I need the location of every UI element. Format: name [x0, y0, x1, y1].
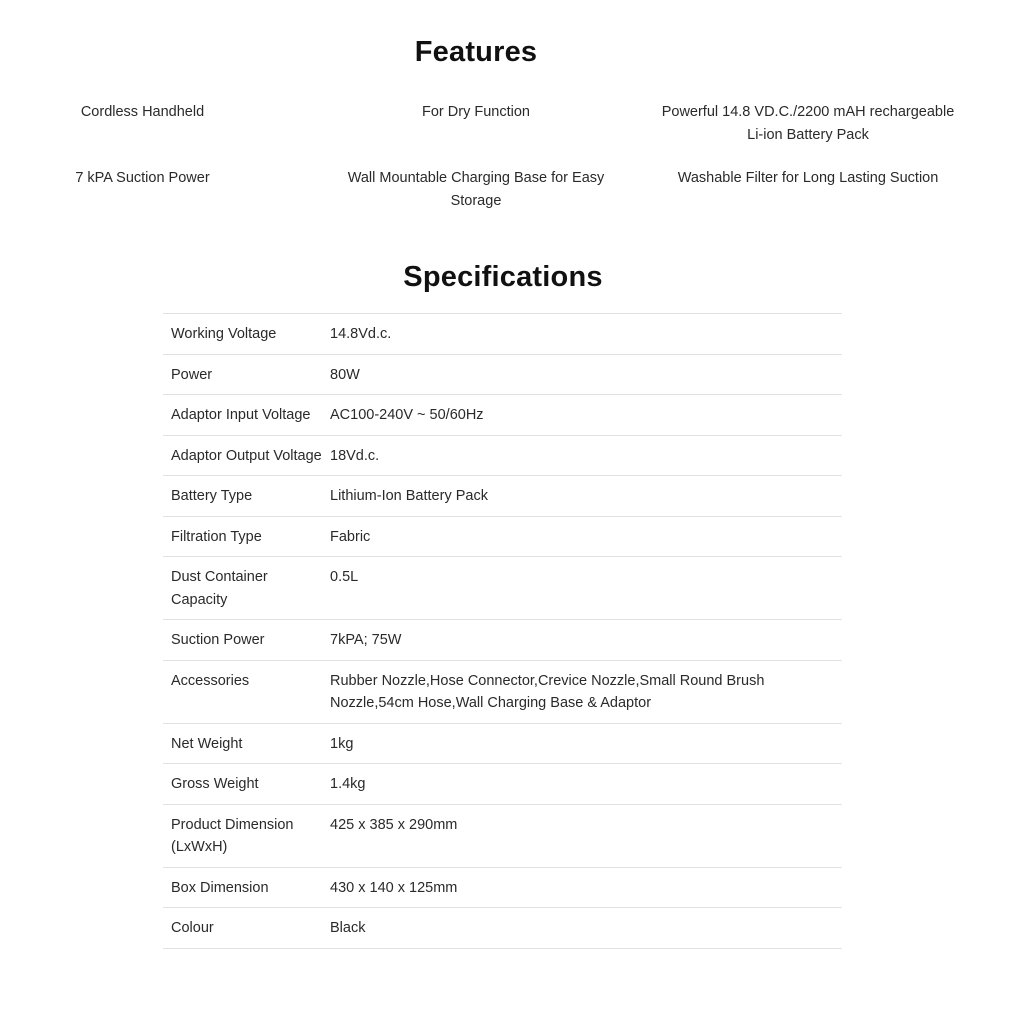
- spec-value: 7kPA; 75W: [330, 620, 842, 661]
- spec-value: 1kg: [330, 723, 842, 764]
- table-row: [163, 557, 842, 620]
- specifications-table: [163, 313, 842, 949]
- feature-item: For Dry Function: [422, 104, 530, 120]
- table-row: [163, 620, 842, 661]
- spec-label: Gross Weight: [163, 764, 330, 805]
- table-row: [163, 314, 842, 355]
- feature-item: Washable Filter for Long Lasting Suction: [677, 170, 939, 186]
- table-row: [163, 395, 842, 436]
- spec-value: 18Vd.c.: [330, 435, 842, 476]
- spec-label: Product Dimension (LxWxH): [163, 804, 330, 867]
- table-row: [163, 354, 842, 395]
- spec-value: 0.5L: [330, 557, 842, 620]
- spec-label: Adaptor Input Voltage: [163, 395, 330, 436]
- table-row: [163, 516, 842, 557]
- table-row: [163, 476, 842, 517]
- spec-label: Accessories: [163, 660, 330, 723]
- feature-row: [0, 101, 1024, 167]
- table-row: [163, 867, 842, 908]
- spec-value: 14.8Vd.c.: [330, 314, 842, 355]
- spec-value: 430 x 140 x 125mm: [330, 867, 842, 908]
- features-grid: [0, 101, 1024, 233]
- features-heading: Features: [414, 36, 538, 68]
- table-row: [163, 764, 842, 805]
- spec-label: Net Weight: [163, 723, 330, 764]
- table-row: [163, 723, 842, 764]
- spec-value: Fabric: [330, 516, 842, 557]
- table-row: [163, 908, 842, 949]
- feature-item: 7 kPA Suction Power: [75, 170, 210, 186]
- spec-value: Black: [330, 908, 842, 949]
- specifications-heading: Specifications: [403, 261, 603, 293]
- spec-label: Working Voltage: [163, 314, 330, 355]
- spec-label: Colour: [163, 908, 330, 949]
- spec-label: Suction Power: [163, 620, 330, 661]
- spec-label: Dust Container Capacity: [163, 557, 330, 620]
- spec-value: 425 x 385 x 290mm: [330, 804, 842, 867]
- spec-label: Battery Type: [163, 476, 330, 517]
- spec-value: 1.4kg: [330, 764, 842, 805]
- spec-value: Rubber Nozzle,Hose Connector,Crevice Nozzle,Small Round Brush Nozzle,54cm Hose,Wall Charging Base & Adaptor: [330, 660, 842, 723]
- table-row: [163, 660, 842, 723]
- feature-row: [0, 167, 1024, 233]
- feature-item: Powerful 14.8 VD.C./2200 mAH rechargeable Li-ion Battery Pack: [661, 104, 955, 143]
- feature-item: Cordless Handheld: [80, 104, 205, 120]
- table-row: [163, 804, 842, 867]
- spec-label: Box Dimension: [163, 867, 330, 908]
- feature-item: Wall Mountable Charging Base for Easy Storage: [347, 170, 605, 209]
- spec-value: 80W: [330, 354, 842, 395]
- spec-label: Filtration Type: [163, 516, 330, 557]
- spec-label: Power: [163, 354, 330, 395]
- spec-value: Lithium-Ion Battery Pack: [330, 476, 842, 517]
- spec-value: AC100-240V ~ 50/60Hz: [330, 395, 842, 436]
- spec-label: Adaptor Output Voltage: [163, 435, 330, 476]
- table-row: [163, 435, 842, 476]
